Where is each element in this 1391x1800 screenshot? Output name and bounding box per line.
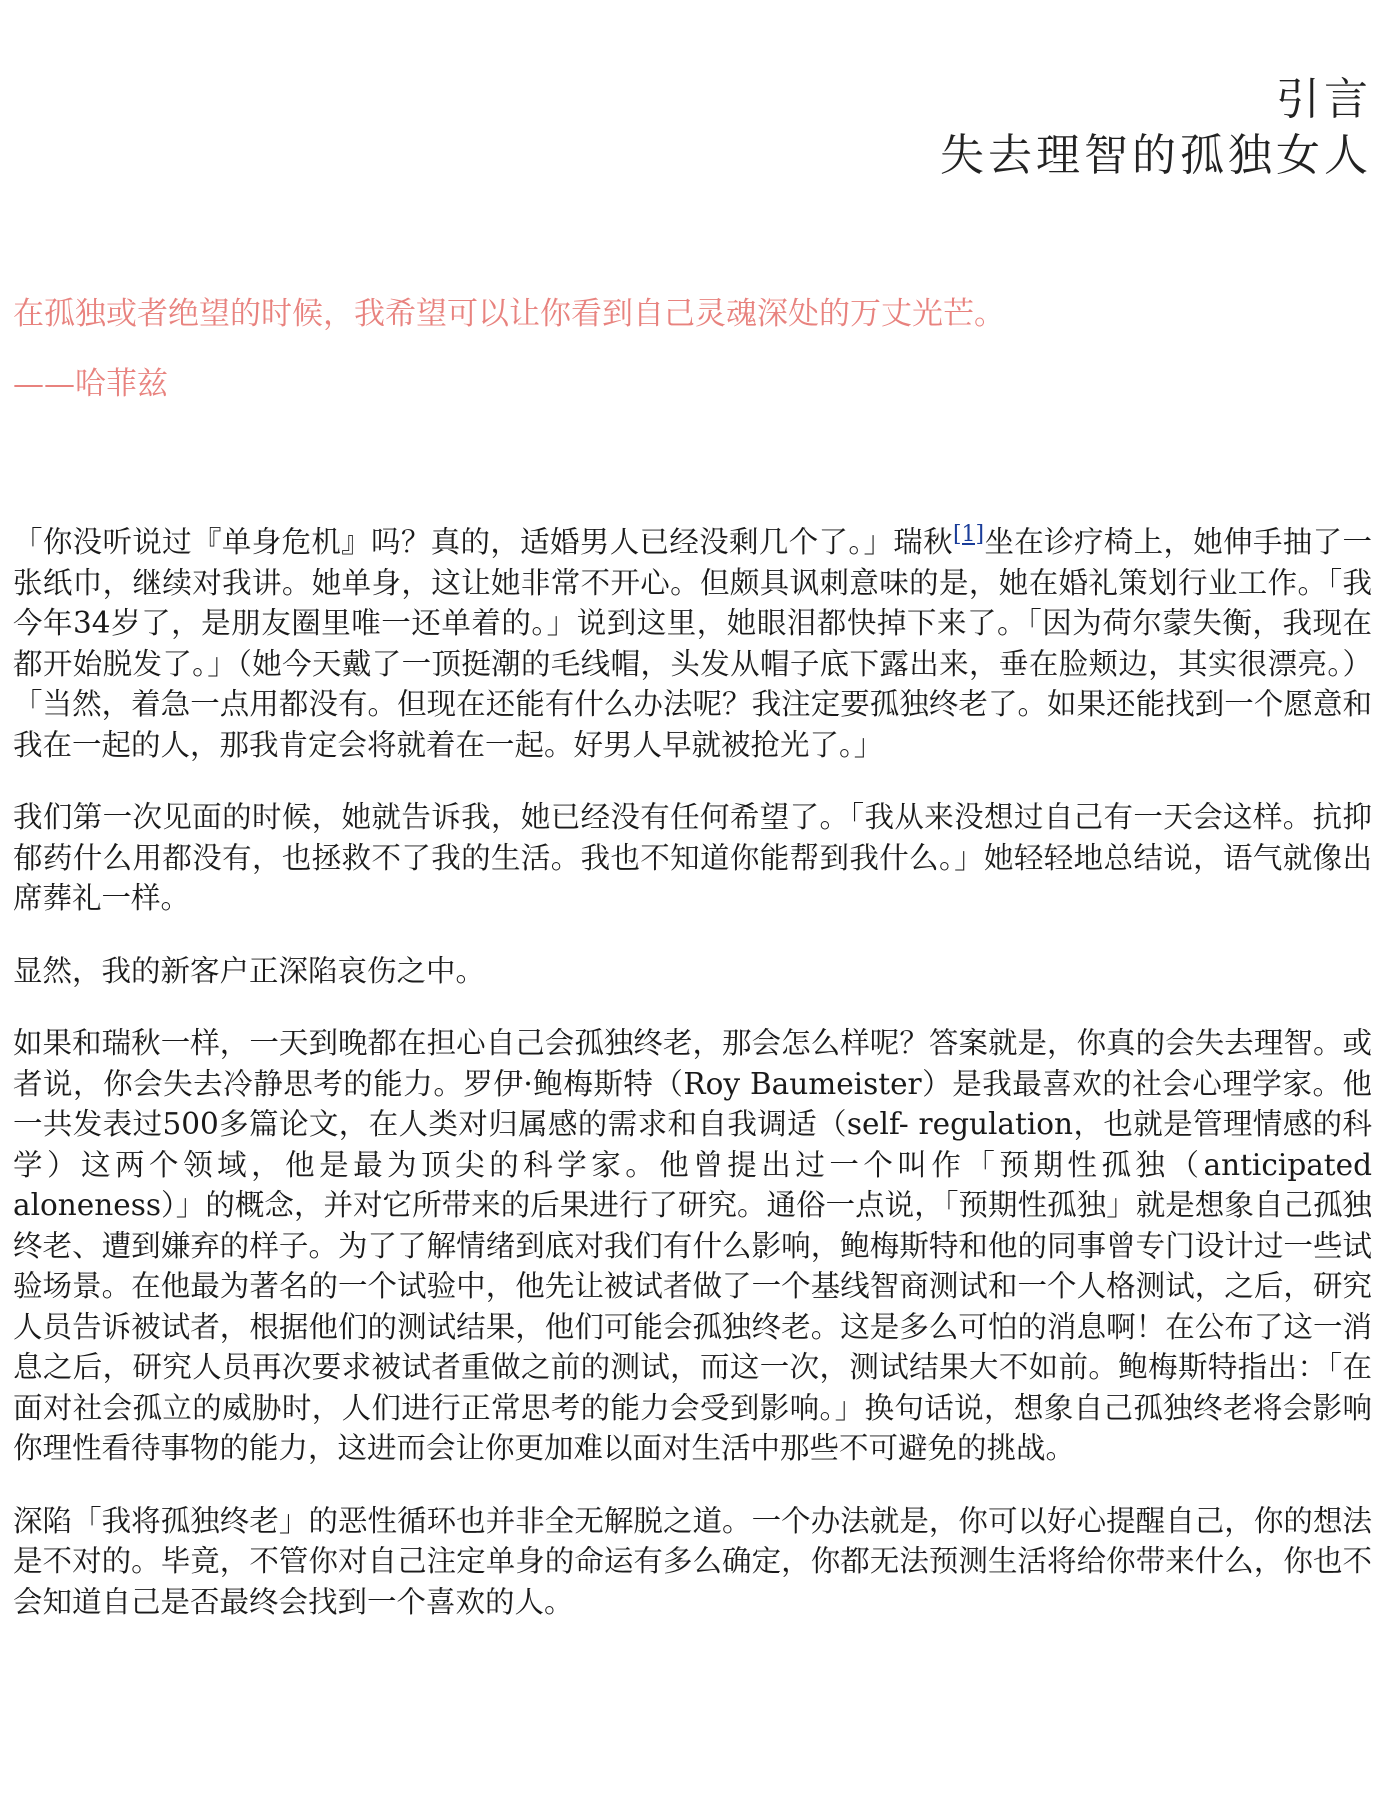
paragraph-3: 显然，我的新客户正深陷哀伤之中。 — [13, 953, 486, 988]
paragraph-2: 我们第一次见面的时候，她就告诉我，她已经没有任何希望了。「我从来没想过自己有一天会这样。抗抑郁药什么用都没有，也拯救不了我的生活。我也不知道你能帮到我什么。」她轻轻地总结说，语气就像出席葬礼一样。 — [13, 800, 1372, 915]
epigraph — [13, 294, 1372, 404]
chapter-body — [13, 522, 1372, 1622]
paragraph-5: 深陷「我将孤独终老」的恶性循环也并非全无解脱之道。一个办法就是，你可以好心提醒自己，你的想法是不对的。毕竟，不管你对自己注定单身的命运有多么确定，你都无法预测生活将给你带来什么，你也不会知道自己是否最终会找到一个喜欢的人。 — [13, 1503, 1372, 1619]
paragraph-4: 如果和瑞秋一样，一天到晚都在担心自己会孤独终老，那会怎么样呢？答案就是，你真的会失去理智。或者说，你会失去冷静思考的能力。罗伊·鲍梅斯特（Roy Baumeister）是我最喜欢的社会心理学家。他一共发表过500多篇论文，在人类对归属感的需求和自我调适（self- regulation，也就是管理情感的科学）这两个领域，他是最为顶尖的科学家。他曾提出过一个叫作「预期性孤独（anticipated aloneness）」的概念，并对它所带来的后果进行了研究。通俗一点说，「预期性孤独」就是想象自己孤独终老、遭到嫌弃的样子。为了了解情绪到底对我们有什么影响，鲍梅斯特和他的同事曾专门设计过一些试验场景。在他最为著名的一个试验中，他先让被试者做了一个基线智商测试和一个人格测试，之后，研究人员告诉被试者，根据他们的测试结果，他们可能会孤独终老。这是多么可怕的消息啊！在公布了这一消息之后，研究人员再次要求被试者重做之前的测试，而这一次，测试结果大不如前。鲍梅斯特指出：「在面对社会孤立的威胁时，人们进行正常思考的能力会受到影响。」换句话说，想象自己孤独终老将会影响你理性看待事物的能力，这进而会让你更加难以面对生活中那些不可避免的挑战。 — [13, 1026, 1372, 1465]
paragraph-1 — [13, 522, 1372, 765]
epigraph-quote: 在孤独或者绝望的时候，我希望可以让你看到自己灵魂深处的万丈光芒。 — [13, 296, 1005, 332]
footnote-link[interactable]: [1] — [952, 522, 985, 548]
chapter-title: 失去理智的孤独女人 — [940, 130, 1372, 181]
chapter-label: 引言 — [1276, 74, 1372, 125]
epigraph-attribution: ——哈菲兹 — [13, 366, 168, 402]
chapter-heading — [13, 0, 1372, 184]
paragraph-1-text-end: 坐在诊疗椅上，她伸手抽了一张纸巾，继续对我讲。她单身，这让她非常不开心。但颇具讽刺意味的是，她在婚礼策划行业工作。「我今年34岁了，是朋友圈里唯一还单着的。」说到这里，她眼泪都快掉下来了。「因为荷尔蒙失衡，我现在都开始脱发了。」（她今天戴了一顶挺潮的毛线帽，头发从帽子底下露出来，垂在脸颊边，其实很漂亮。）「当然，着急一点用都没有。但现在还能有什么办法呢？我注定要孤独终老了。如果还能找到一个愿意和我在一起的人，那我肯定会将就着在一起。好男人早就被抢光了。」 — [13, 525, 1372, 762]
paragraph-1-text-start: 「你没听说过『单身危机』吗？真的，适婚男人已经没剩几个了。」瑞秋 — [13, 525, 953, 559]
